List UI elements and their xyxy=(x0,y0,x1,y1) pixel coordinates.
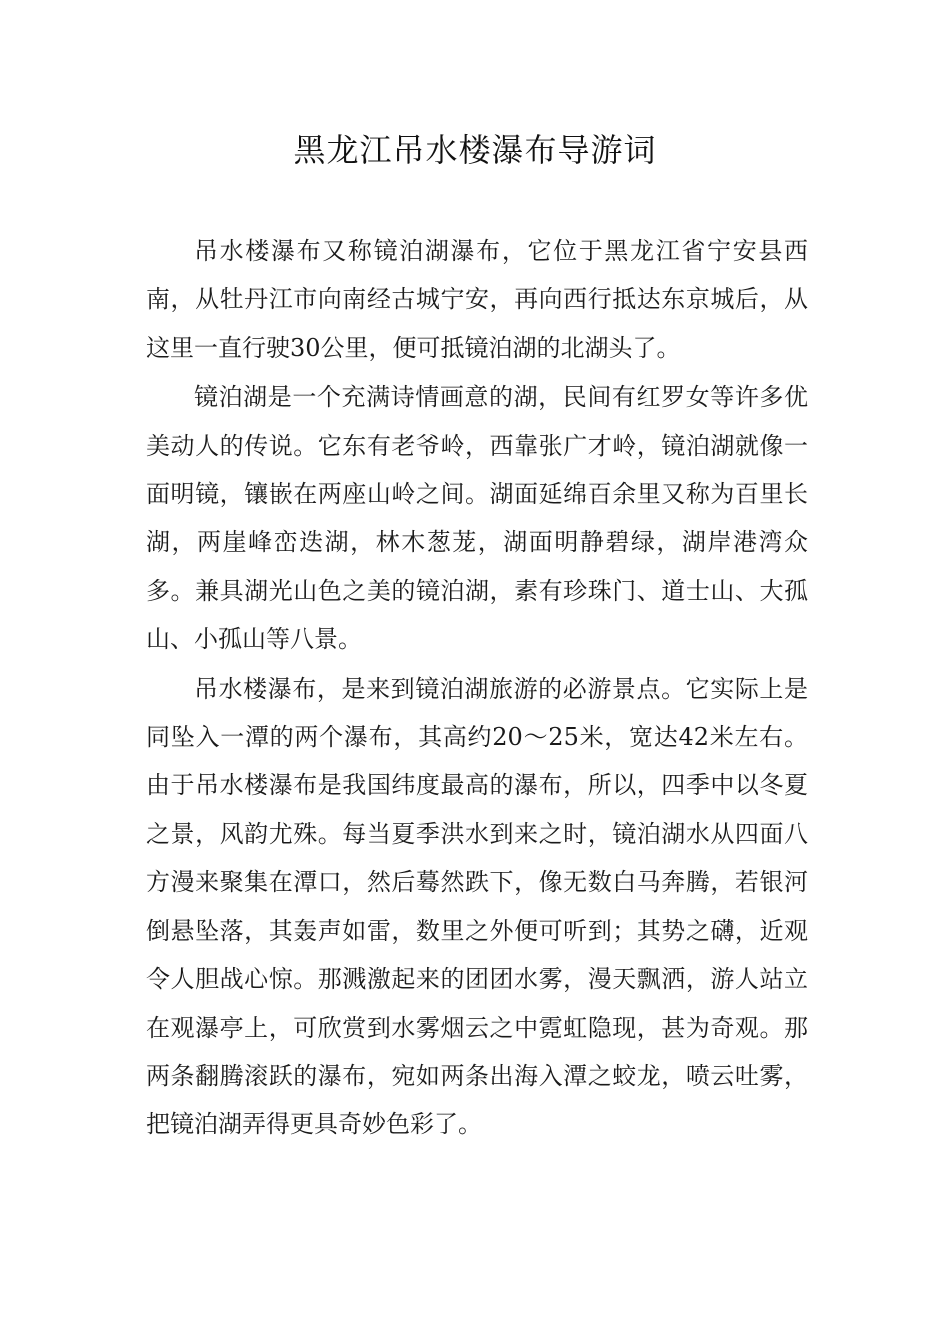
document-body xyxy=(146,227,808,1150)
paragraph-2: 镜泊湖是一个充满诗情画意的湖，民间有红罗女等许多优美动人的传说。它东有老爷岭，西靠张广才岭，镜泊湖就像一面明镜，镶嵌在两座山岭之间。湖面延绵百余里又称为百里长湖，两崖峰峦迭湖，林木葱茏，湖面明静碧绿，湖岸港湾众多。兼具湖光山色之美的镜泊湖，素有珍珠门、道士山、大孤山、小孤山等八景。 xyxy=(146,383,808,654)
paragraph-3: 吊水楼瀑布，是来到镜泊湖旅游的必游景点。它实际上是同坠入一潭的两个瀑布，其高约20～25米，宽达42米左右。由于吊水楼瀑布是我国纬度最高的瀑布，所以，四季中以冬夏之景，风韵尤殊。每当夏季洪水到来之时，镜泊湖水从四面八方漫来聚集在潭口，然后蓦然跌下，像无数白马奔腾，若银河倒悬坠落，其轰声如雷，数里之外便可听到；其势之礴，近观令人胆战心惊。那溅激起来的团团水雾，漫天飘洒，游人站立在观瀑亭上，可欣赏到水雾烟云之中霓虹隐现，甚为奇观。那两条翻腾滚跃的瀑布，宛如两条出海入潭之蛟龙，喷云吐雾，把镜泊湖弄得更具奇妙色彩了。 xyxy=(146,674,808,1139)
paragraph-1: 吊水楼瀑布又称镜泊湖瀑布，它位于黑龙江省宁安县西南，从牡丹江市向南经古城宁安，再向西行抵达东京城后，从这里一直行驶30公里，便可抵镜泊湖的北湖头了。 xyxy=(146,237,808,362)
document-title: 黑龙江吊水楼瀑布导游词 xyxy=(293,131,657,169)
